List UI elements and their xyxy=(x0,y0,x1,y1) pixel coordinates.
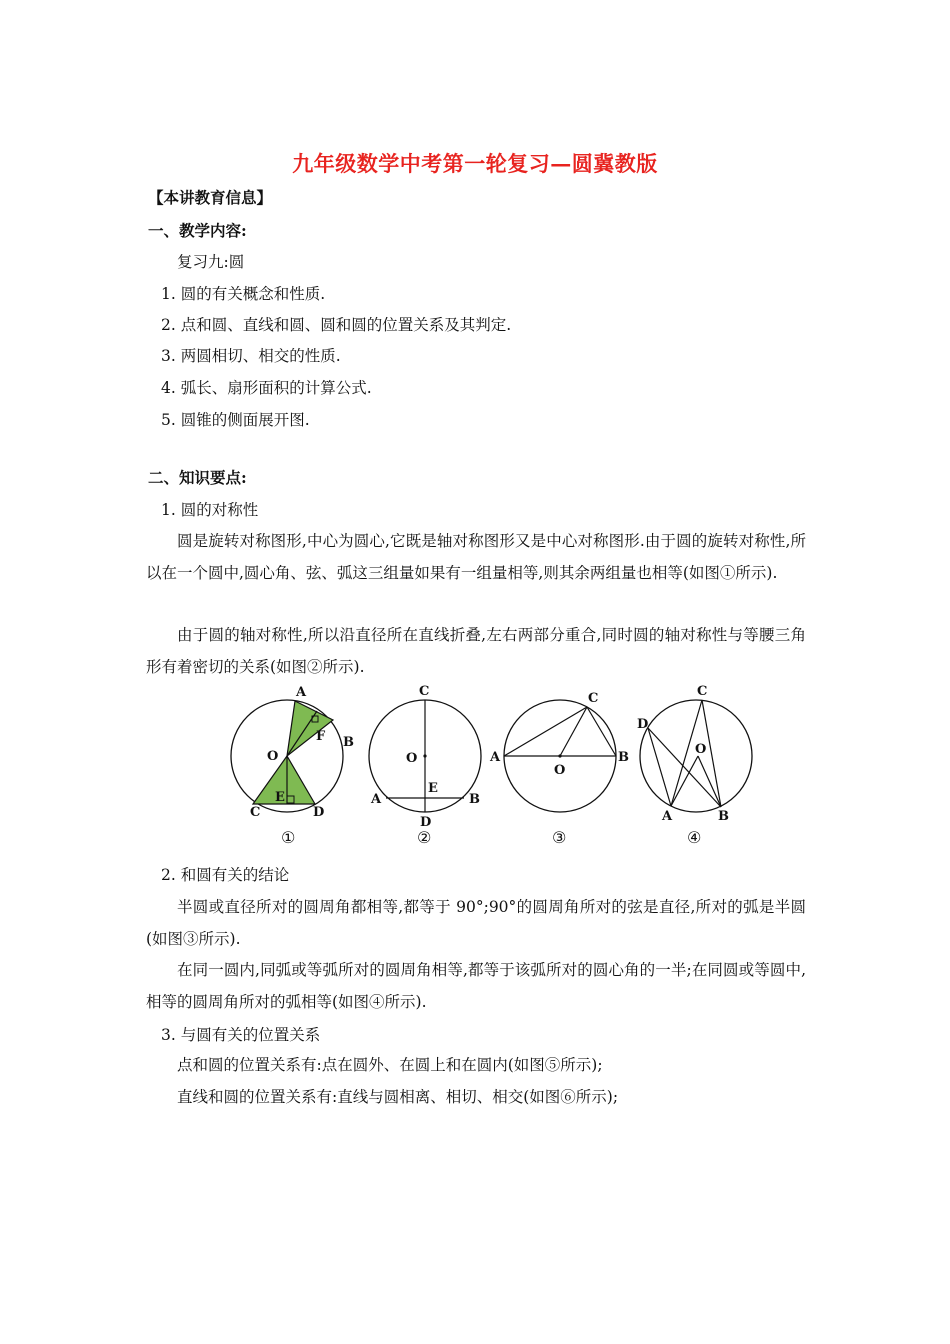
figure-3 xyxy=(489,691,629,847)
part2-subheading: 3. 与圆有关的位置关系 xyxy=(161,1026,321,1044)
part1-item: 2. 点和圆、直线和圆、圆和圆的位置关系及其判定. xyxy=(161,316,512,334)
fig4-label-o: O xyxy=(695,742,707,757)
fig2-label-o: O xyxy=(406,751,418,766)
figure-2 xyxy=(369,684,481,847)
fig4-label-a: A xyxy=(662,809,673,824)
fig1-label-f: F xyxy=(316,729,326,744)
fig2-label-e: E xyxy=(428,781,438,796)
fig4-label-b: B xyxy=(718,809,729,824)
part1-item: 4. 弧长、扇形面积的计算公式. xyxy=(161,379,372,397)
section-header: 【本讲教育信息】 xyxy=(148,188,273,207)
paragraph: 半圆或直径所对的圆周角都相等,都等于 90°;90°的圆周角所对的弦是直径,所对的弧是半圆(如图③所示). xyxy=(146,898,806,948)
circle-figures xyxy=(220,680,760,855)
fig3-label-b: B xyxy=(618,750,629,765)
paragraph: 圆是旋转对称图形,中心为圆心,它既是轴对称图形又是中心对称图形.由于圆的旋转对称性,所以在一个圆中,圆心角、弦、弧这三组量如果有一组量相等,则其余两组量也相等(如图①所示). xyxy=(146,532,806,582)
paragraph: 在同一圆内,同弧或等弧所对的圆周角相等,都等于该弧所对的圆心角的一半;在同圆或等圆中,相等的圆周角所对的弧相等(如图④所示). xyxy=(146,961,806,1011)
part1-item: 5. 圆锥的侧面展开图. xyxy=(161,411,310,429)
fig2-label-d: D xyxy=(420,815,432,830)
fig1-label-c: C xyxy=(250,805,261,820)
fig2-label-c: C xyxy=(419,684,430,699)
fig1-label-a: A xyxy=(296,685,307,700)
fig2-label-a: A xyxy=(371,792,382,807)
fig1-label-e: E xyxy=(275,790,285,805)
fig4-label-c: C xyxy=(697,684,708,699)
part2-subheading: 1. 圆的对称性 xyxy=(161,501,259,519)
fig4-number: ④ xyxy=(687,828,702,847)
fig1-label-b: B xyxy=(343,735,354,750)
fig4-label-d: D xyxy=(637,717,649,732)
part2-heading: 二、知识要点: xyxy=(148,468,247,487)
fig1-label-o: O xyxy=(267,749,279,764)
fig1-label-d: D xyxy=(313,805,325,820)
fig1-number: ① xyxy=(281,828,296,847)
part1-item: 1. 圆的有关概念和性质. xyxy=(161,285,326,303)
fig3-number: ③ xyxy=(552,828,567,847)
fig3-label-a: A xyxy=(490,750,501,765)
part1-item: 3. 两圆相切、相交的性质. xyxy=(161,347,341,365)
part1-intro: 复习九:圆 xyxy=(177,253,245,271)
figure-4 xyxy=(637,684,752,847)
figure-1 xyxy=(231,685,354,847)
fig3-label-o: O xyxy=(554,763,566,778)
part2-subheading: 2. 和圆有关的结论 xyxy=(161,866,290,884)
part1-heading: 一、教学内容: xyxy=(148,221,247,240)
paragraph: 直线和圆的位置关系有:直线与圆相离、相切、相交(如图⑥所示); xyxy=(177,1088,619,1106)
fig2-label-b: B xyxy=(469,792,480,807)
paragraph: 由于圆的轴对称性,所以沿直径所在直线折叠,左右两部分重合,同时圆的轴对称性与等腰三角形有着密切的关系(如图②所示). xyxy=(146,626,806,676)
paragraph: 点和圆的位置关系有:点在圆外、在圆上和在圆内(如图⑤所示); xyxy=(177,1056,603,1074)
fig2-number: ② xyxy=(417,828,432,847)
document-title: 九年级数学中考第一轮复习—圆冀教版 xyxy=(292,151,658,176)
fig3-label-c: C xyxy=(588,691,599,706)
